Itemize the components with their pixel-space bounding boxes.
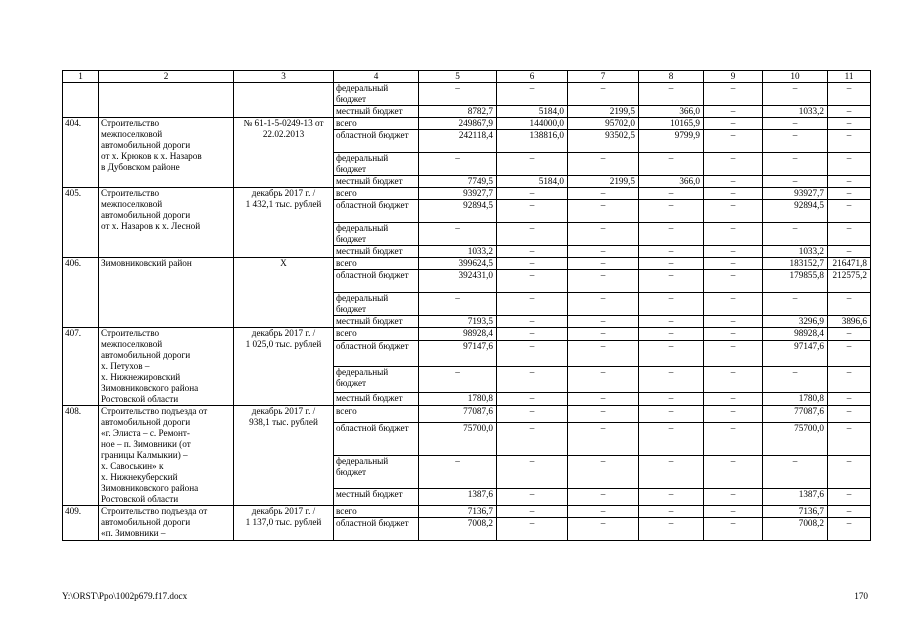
amount-cell: 249867,9 [419, 118, 497, 130]
amount-cell: – [568, 223, 639, 246]
text-line: 1 025,0 тыс. рублей [245, 339, 322, 349]
table-row [63, 188, 871, 200]
amount-cell: 1387,6 [763, 488, 828, 505]
object-name [99, 83, 234, 118]
amount-cell: – [828, 518, 871, 541]
item-number: 404. [63, 118, 99, 188]
amount-cell: 1780,8 [763, 392, 828, 405]
object-name [99, 118, 234, 188]
object-name [99, 506, 234, 541]
amount-cell: – [568, 293, 639, 316]
text-line: Строительство подъезда от [101, 406, 208, 416]
amount-cell: – [639, 341, 704, 367]
amount-cell: – [828, 328, 871, 341]
object-name [99, 328, 234, 406]
amount-cell: – [497, 366, 568, 392]
text-line: х. Петухов – [101, 361, 150, 371]
amount-cell: – [704, 506, 763, 518]
amount-cell: – [568, 488, 639, 505]
item-number: 406. [63, 258, 99, 328]
amount-cell: 1033,2 [419, 246, 497, 258]
column-header: 2 [99, 71, 234, 83]
document-page [62, 70, 870, 541]
text-line: Зимовниковского района [101, 483, 199, 493]
text-line: х. Нижнежировский [101, 372, 181, 382]
text-line: Ростовской области [101, 394, 179, 404]
amount-cell: – [497, 406, 568, 423]
text-line: декабрь 2017 г. / [251, 406, 316, 416]
amount-cell: 183152,7 [763, 258, 828, 270]
text-line: Зимовниковский район [101, 258, 192, 268]
text-line: Строительство [101, 188, 160, 198]
funding-source: всего [334, 188, 419, 200]
text-line: ное – п. Зимовники (от [101, 439, 191, 449]
amount-cell: 8782,7 [419, 106, 497, 118]
amount-cell: – [497, 423, 568, 456]
text-line: Ростовской области [101, 494, 179, 504]
amount-cell: 92894,5 [419, 200, 497, 223]
amount-cell: – [639, 392, 704, 405]
amount-cell: 366,0 [639, 106, 704, 118]
item-number [63, 83, 99, 118]
column-header: 5 [419, 71, 497, 83]
text-line: Строительство [101, 118, 160, 128]
amount-cell: 5184,0 [497, 106, 568, 118]
amount-cell: – [828, 153, 871, 176]
amount-cell: – [568, 188, 639, 200]
amount-cell: – [763, 83, 828, 106]
amount-cell: – [704, 488, 763, 505]
amount-cell: – [568, 366, 639, 392]
amount-cell: – [497, 188, 568, 200]
amount-cell: – [497, 341, 568, 367]
item-number: 407. [63, 328, 99, 406]
amount-cell: – [704, 328, 763, 341]
amount-cell: – [497, 293, 568, 316]
amount-cell: – [639, 188, 704, 200]
amount-cell: – [497, 200, 568, 223]
page-number: 170 [854, 591, 868, 601]
amount-cell: 7136,7 [419, 506, 497, 518]
amount-cell: – [828, 341, 871, 367]
amount-cell: – [828, 506, 871, 518]
amount-cell: 9799,9 [639, 130, 704, 153]
amount-cell: – [639, 328, 704, 341]
amount-cell: – [704, 223, 763, 246]
amount-cell: 138816,0 [497, 130, 568, 153]
text-line: 1 137,0 тыс. рублей [245, 517, 322, 527]
amount-cell: – [704, 270, 763, 293]
funding-source: местный бюджет [334, 316, 419, 328]
amount-cell: – [419, 83, 497, 106]
amount-cell: – [763, 223, 828, 246]
amount-cell: 3296,9 [763, 316, 828, 328]
amount-cell: – [828, 200, 871, 223]
funding-source: всего [334, 118, 419, 130]
amount-cell: – [763, 153, 828, 176]
amount-cell: – [497, 270, 568, 293]
amount-cell: – [497, 246, 568, 258]
text-line: 938,1 тыс. рублей [249, 417, 318, 427]
text-line: декабрь 2017 г. / [251, 328, 316, 338]
amount-cell: – [704, 83, 763, 106]
funding-source: всего [334, 258, 419, 270]
amount-cell: 1033,2 [763, 106, 828, 118]
text-line: Х [280, 258, 287, 268]
amount-cell: – [497, 223, 568, 246]
amount-cell: – [704, 153, 763, 176]
amount-cell: 92894,5 [763, 200, 828, 223]
amount-cell: 93927,7 [419, 188, 497, 200]
table-row [63, 258, 871, 270]
amount-cell: 7136,7 [763, 506, 828, 518]
amount-cell: – [568, 406, 639, 423]
text-line: «п. Зимовники – [101, 528, 166, 538]
amount-cell: – [639, 506, 704, 518]
amount-cell: 3896,6 [828, 316, 871, 328]
amount-cell: – [704, 341, 763, 367]
funding-source: областной бюджет [334, 423, 419, 456]
amount-cell: – [568, 506, 639, 518]
amount-cell: – [828, 176, 871, 188]
amount-cell: – [828, 83, 871, 106]
funding-source: местный бюджет [334, 106, 419, 118]
amount-cell: – [568, 341, 639, 367]
item-number: 408. [63, 406, 99, 506]
text-line: х. Нижнекуберский [101, 472, 178, 482]
amount-cell: 392431,0 [419, 270, 497, 293]
funding-source: местный бюджет [334, 488, 419, 505]
amount-cell: – [704, 176, 763, 188]
amount-cell: – [639, 406, 704, 423]
text-line: декабрь 2017 г. / [251, 506, 316, 516]
amount-cell: – [639, 223, 704, 246]
amount-cell: – [568, 328, 639, 341]
table-row [63, 118, 871, 130]
amount-cell: – [763, 130, 828, 153]
amount-cell: – [704, 106, 763, 118]
amount-cell: 242118,4 [419, 130, 497, 153]
text-line: границы Калмыкии) – [101, 450, 188, 460]
text-line: № 61-1-5-0249-13 от [243, 118, 324, 128]
text-line: автомобильной дороги [101, 210, 191, 220]
amount-cell: – [704, 518, 763, 541]
funding-source: всего [334, 406, 419, 423]
design-doc [234, 118, 334, 188]
funding-source: областной бюджет [334, 130, 419, 153]
amount-cell: – [497, 488, 568, 505]
amount-cell: 7749,5 [419, 176, 497, 188]
amount-cell: – [639, 270, 704, 293]
amount-cell: – [497, 518, 568, 541]
amount-cell: – [639, 153, 704, 176]
funding-source: всего [334, 328, 419, 341]
amount-cell: – [568, 270, 639, 293]
amount-cell: – [763, 366, 828, 392]
amount-cell: – [568, 518, 639, 541]
amount-cell: – [704, 423, 763, 456]
amount-cell: – [639, 258, 704, 270]
funding-source: федеральный бюджет [334, 455, 419, 488]
item-number: 409. [63, 506, 99, 541]
object-name [99, 188, 234, 258]
column-header: 6 [497, 71, 568, 83]
amount-cell: – [704, 118, 763, 130]
funding-source: всего [334, 506, 419, 518]
amount-cell: 399624,5 [419, 258, 497, 270]
funding-source: федеральный бюджет [334, 366, 419, 392]
funding-source: федеральный бюджет [334, 83, 419, 106]
funding-source: областной бюджет [334, 341, 419, 367]
amount-cell: 10165,9 [639, 118, 704, 130]
amount-cell: 366,0 [639, 176, 704, 188]
amount-cell: – [704, 316, 763, 328]
amount-cell: – [704, 406, 763, 423]
text-line: автомобильной дороги [101, 140, 191, 150]
amount-cell: – [639, 316, 704, 328]
amount-cell: 77087,6 [419, 406, 497, 423]
amount-cell: – [828, 406, 871, 423]
text-line: 22.02.2013 [262, 129, 305, 139]
file-path: Y:\ORST\Ppo\1002p679.f17.docx [62, 591, 188, 601]
amount-cell: – [704, 366, 763, 392]
amount-cell: 2199,5 [568, 106, 639, 118]
column-header: 10 [763, 71, 828, 83]
amount-cell: – [419, 455, 497, 488]
design-doc [234, 328, 334, 406]
amount-cell: 144000,0 [497, 118, 568, 130]
amount-cell: 1387,6 [419, 488, 497, 505]
amount-cell: 95702,0 [568, 118, 639, 130]
amount-cell: – [704, 246, 763, 258]
column-header: 9 [704, 71, 763, 83]
amount-cell: – [497, 258, 568, 270]
amount-cell: – [704, 258, 763, 270]
amount-cell: – [704, 293, 763, 316]
funding-source: федеральный бюджет [334, 223, 419, 246]
amount-cell: 93502,5 [568, 130, 639, 153]
amount-cell: – [828, 223, 871, 246]
amount-cell: – [419, 223, 497, 246]
text-line: в Дубовском районе [101, 162, 180, 172]
design-doc [234, 83, 334, 118]
amount-cell: – [568, 455, 639, 488]
text-line: межпоселковой [101, 199, 163, 209]
amount-cell: – [497, 83, 568, 106]
text-line: автомобильной дороги [101, 517, 191, 527]
amount-cell: – [763, 118, 828, 130]
text-line: от х. Назаров к х. Лесной [101, 221, 201, 231]
amount-cell: – [568, 83, 639, 106]
design-doc [234, 506, 334, 541]
amount-cell: – [568, 423, 639, 456]
amount-cell: – [568, 153, 639, 176]
amount-cell: 7008,2 [763, 518, 828, 541]
amount-cell: 75700,0 [763, 423, 828, 456]
text-line: от х. Крюков к х. Назаров [101, 151, 202, 161]
column-header: 1 [63, 71, 99, 83]
amount-cell: – [568, 392, 639, 405]
amount-cell: – [497, 455, 568, 488]
funding-source: местный бюджет [334, 176, 419, 188]
amount-cell: 75700,0 [419, 423, 497, 456]
amount-cell: – [828, 488, 871, 505]
amount-cell: – [704, 130, 763, 153]
text-line: х. Савоськин» к [101, 461, 164, 471]
amount-cell: – [639, 423, 704, 456]
text-line: автомобильной дороги [101, 417, 191, 427]
amount-cell: 1033,2 [763, 246, 828, 258]
table-row [63, 506, 871, 518]
funding-source: областной бюджет [334, 270, 419, 293]
amount-cell: – [828, 423, 871, 456]
amount-cell: 212575,2 [828, 270, 871, 293]
amount-cell: 2199,5 [568, 176, 639, 188]
text-line: межпоселковой [101, 339, 163, 349]
table-row [63, 328, 871, 341]
column-header: 7 [568, 71, 639, 83]
object-name [99, 258, 234, 328]
amount-cell: – [828, 188, 871, 200]
column-header: 4 [334, 71, 419, 83]
amount-cell: – [497, 392, 568, 405]
text-line: «г. Элиста – с. Ремонт- [101, 428, 190, 438]
amount-cell: 77087,6 [763, 406, 828, 423]
amount-cell: – [704, 188, 763, 200]
amount-cell: 98928,4 [419, 328, 497, 341]
design-doc [234, 188, 334, 258]
budget-table [62, 70, 871, 541]
text-line: Строительство подъезда от [101, 506, 208, 516]
amount-cell: – [763, 293, 828, 316]
amount-cell: – [639, 488, 704, 505]
amount-cell: – [639, 518, 704, 541]
text-line: автомобильной дороги [101, 350, 191, 360]
amount-cell: – [639, 455, 704, 488]
text-line: Зимовниковского района [101, 383, 199, 393]
item-number: 405. [63, 188, 99, 258]
column-header: 8 [639, 71, 704, 83]
amount-cell: – [828, 293, 871, 316]
amount-cell: 97147,6 [763, 341, 828, 367]
amount-cell: 98928,4 [763, 328, 828, 341]
amount-cell: – [704, 200, 763, 223]
amount-cell: 5184,0 [497, 176, 568, 188]
amount-cell: – [568, 258, 639, 270]
object-name [99, 406, 234, 506]
funding-source: местный бюджет [334, 246, 419, 258]
amount-cell: – [704, 392, 763, 405]
design-doc [234, 258, 334, 328]
amount-cell: 93927,7 [763, 188, 828, 200]
amount-cell: – [639, 293, 704, 316]
amount-cell: 216471,8 [828, 258, 871, 270]
funding-source: федеральный бюджет [334, 293, 419, 316]
amount-cell: – [828, 455, 871, 488]
amount-cell: – [497, 316, 568, 328]
amount-cell: – [828, 118, 871, 130]
amount-cell: 7008,2 [419, 518, 497, 541]
amount-cell: – [568, 316, 639, 328]
amount-cell: – [639, 366, 704, 392]
amount-cell: – [828, 366, 871, 392]
amount-cell: 97147,6 [419, 341, 497, 367]
funding-source: местный бюджет [334, 392, 419, 405]
amount-cell: – [419, 366, 497, 392]
amount-cell: – [568, 246, 639, 258]
amount-cell: – [828, 106, 871, 118]
funding-source: областной бюджет [334, 200, 419, 223]
amount-cell: – [828, 392, 871, 405]
amount-cell: – [639, 246, 704, 258]
amount-cell: – [639, 83, 704, 106]
amount-cell: – [419, 293, 497, 316]
amount-cell: 179855,8 [763, 270, 828, 293]
table-row [63, 83, 871, 106]
funding-source: федеральный бюджет [334, 153, 419, 176]
amount-cell: – [828, 246, 871, 258]
amount-cell: 7193,5 [419, 316, 497, 328]
amount-cell: – [497, 506, 568, 518]
amount-cell: – [497, 153, 568, 176]
text-line: Строительство [101, 328, 160, 338]
design-doc [234, 406, 334, 506]
amount-cell: – [704, 455, 763, 488]
column-header: 11 [828, 71, 871, 83]
amount-cell: – [497, 328, 568, 341]
table-row [63, 406, 871, 423]
column-header: 3 [234, 71, 334, 83]
amount-cell: – [763, 176, 828, 188]
amount-cell: – [763, 455, 828, 488]
amount-cell: – [828, 130, 871, 153]
header-row [63, 71, 871, 83]
text-line: декабрь 2017 г. / [251, 188, 316, 198]
amount-cell: – [568, 200, 639, 223]
amount-cell: 1780,8 [419, 392, 497, 405]
text-line: межпоселковой [101, 129, 163, 139]
text-line: 1 432,1 тыс. рублей [245, 199, 322, 209]
amount-cell: – [639, 200, 704, 223]
funding-source: областной бюджет [334, 518, 419, 541]
amount-cell: – [419, 153, 497, 176]
